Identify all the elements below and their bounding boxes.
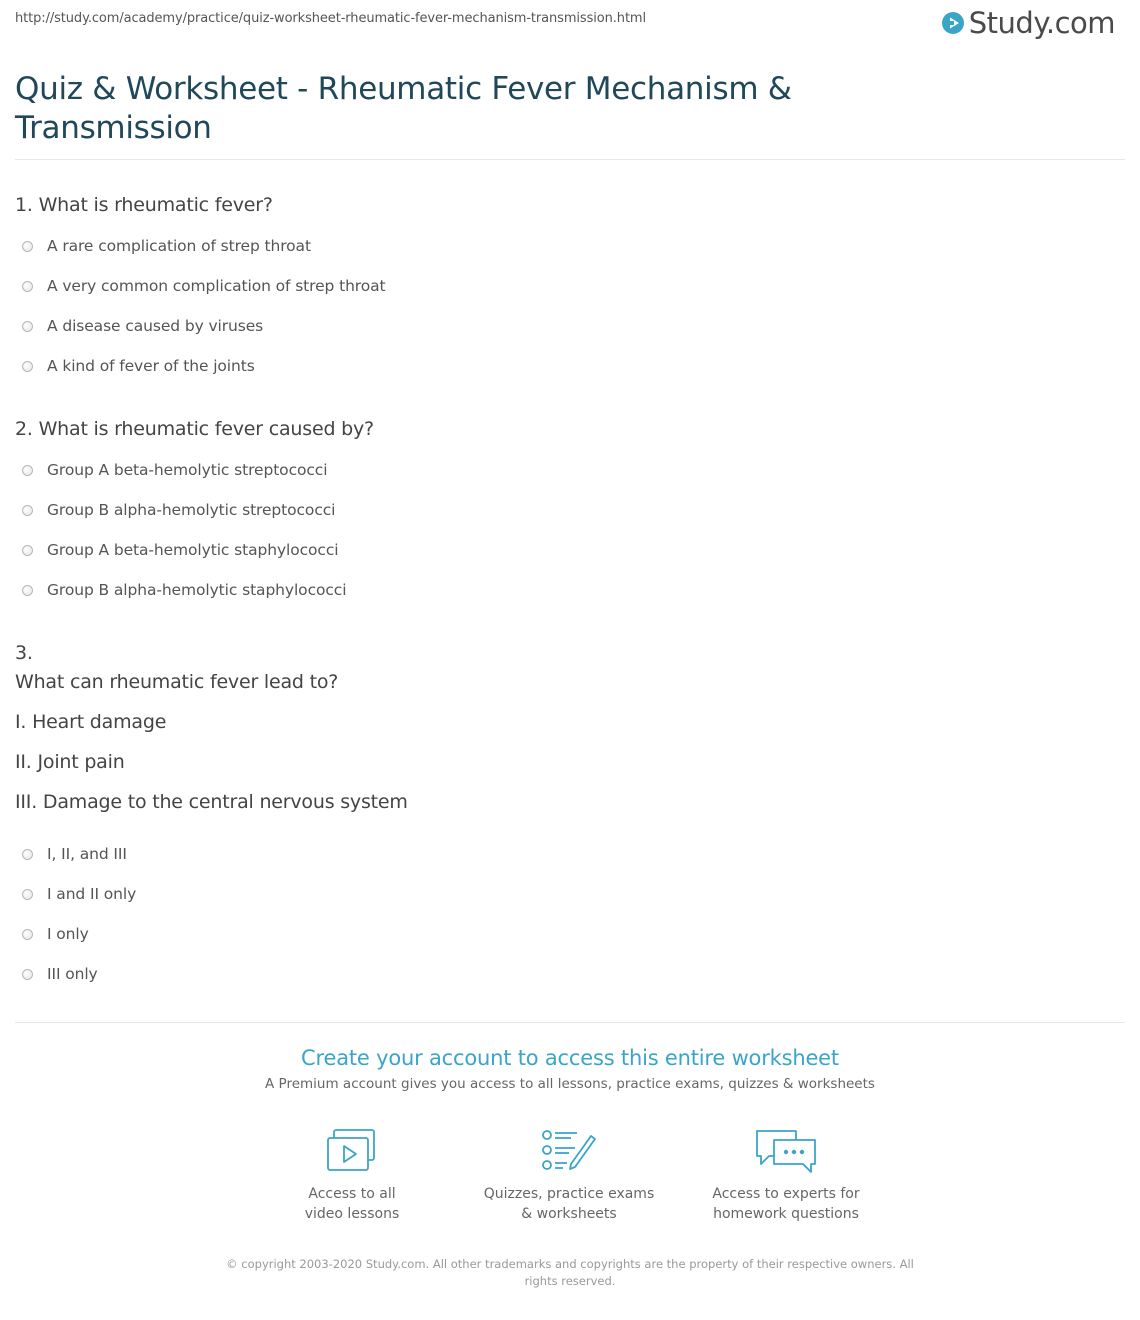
video-lessons-icon (326, 1128, 378, 1174)
create-account-link[interactable]: Create your account to access this entire worksheet (301, 1046, 839, 1070)
answer-option[interactable] (22, 845, 127, 863)
answer-label: Group B alpha-hemolytic streptococci (47, 501, 336, 519)
answer-option[interactable] (22, 461, 327, 479)
feature-quizzes (469, 1128, 669, 1224)
question-3-statement: III. Damage to the central nervous system (15, 791, 408, 813)
checklist-icon (541, 1128, 597, 1174)
question-3-statement: II. Joint pain (15, 751, 125, 773)
feature-label-line: video lessons (304, 1206, 400, 1222)
title-divider (15, 159, 1125, 160)
chat-experts-icon (754, 1128, 818, 1174)
answer-option[interactable] (22, 965, 98, 983)
answer-label: A rare complication of strep throat (47, 237, 311, 255)
feature-label-line: Access to experts for (712, 1186, 860, 1202)
answer-option[interactable] (22, 925, 89, 943)
answer-option[interactable] (22, 277, 386, 295)
question-3-number: 3. (15, 642, 33, 664)
radio-button[interactable] (22, 849, 33, 860)
answer-label: Group A beta-hemolytic streptococci (47, 461, 328, 479)
feature-label-line: Quizzes, practice exams (483, 1186, 655, 1202)
answer-label: I and II only (47, 885, 137, 903)
answer-label: III only (47, 965, 98, 983)
answer-label: I only (47, 925, 89, 943)
radio-button[interactable] (22, 241, 33, 252)
radio-button[interactable] (22, 361, 33, 372)
answer-option[interactable] (22, 237, 311, 255)
answer-option[interactable] (22, 357, 255, 375)
study-logo[interactable] (941, 6, 1115, 40)
cta-subtitle: A Premium account gives you access to all lessons, practice exams, quizzes & worksheets (265, 1076, 875, 1092)
page-title: Quiz & Worksheet - Rheumatic Fever Mechanism & Transmission (15, 71, 792, 146)
answer-label: Group A beta-hemolytic staphylococci (47, 541, 339, 559)
radio-button[interactable] (22, 321, 33, 332)
feature-label-line: & worksheets (521, 1206, 617, 1222)
radio-button[interactable] (22, 545, 33, 556)
feature-video-lessons (252, 1128, 452, 1224)
answer-option[interactable] (22, 541, 338, 559)
radio-button[interactable] (22, 465, 33, 476)
answer-option[interactable] (22, 885, 136, 903)
answer-label: A disease caused by viruses (47, 317, 264, 335)
radio-button[interactable] (22, 889, 33, 900)
answer-option[interactable] (22, 581, 346, 599)
question-2-title: 2. What is rheumatic fever caused by? (15, 418, 374, 440)
answer-option[interactable] (22, 501, 335, 519)
logo-text: Study.com (968, 6, 1115, 40)
feature-experts (686, 1128, 886, 1224)
answer-label: I, II, and III (47, 845, 127, 863)
radio-button[interactable] (22, 585, 33, 596)
radio-button[interactable] (22, 969, 33, 980)
feature-label-line: Access to all (308, 1186, 396, 1202)
question-1-title: 1. What is rheumatic fever? (15, 194, 273, 216)
radio-button[interactable] (22, 281, 33, 292)
question-3-statement: I. Heart damage (15, 711, 167, 733)
question-3-text: What can rheumatic fever lead to? (15, 671, 339, 693)
feature-label-line: homework questions (713, 1206, 859, 1222)
answer-label: A kind of fever of the joints (47, 357, 255, 375)
radio-button[interactable] (22, 929, 33, 940)
radio-button[interactable] (22, 505, 33, 516)
play-circle-icon (941, 11, 965, 35)
copyright-notice: © copyright 2003-2020 Study.com. All other trademarks and copyrights are the property of their respective owners. All rights reserved. (226, 1257, 914, 1288)
answer-label: Group B alpha-hemolytic staphylococci (47, 581, 347, 599)
page-url[interactable]: http://study.com/academy/practice/quiz-worksheet-rheumatic-fever-mechanism-transmission.html (15, 11, 647, 26)
cta-divider (15, 1022, 1125, 1023)
answer-label: A very common complication of strep throat (47, 277, 386, 295)
answer-option[interactable] (22, 317, 263, 335)
